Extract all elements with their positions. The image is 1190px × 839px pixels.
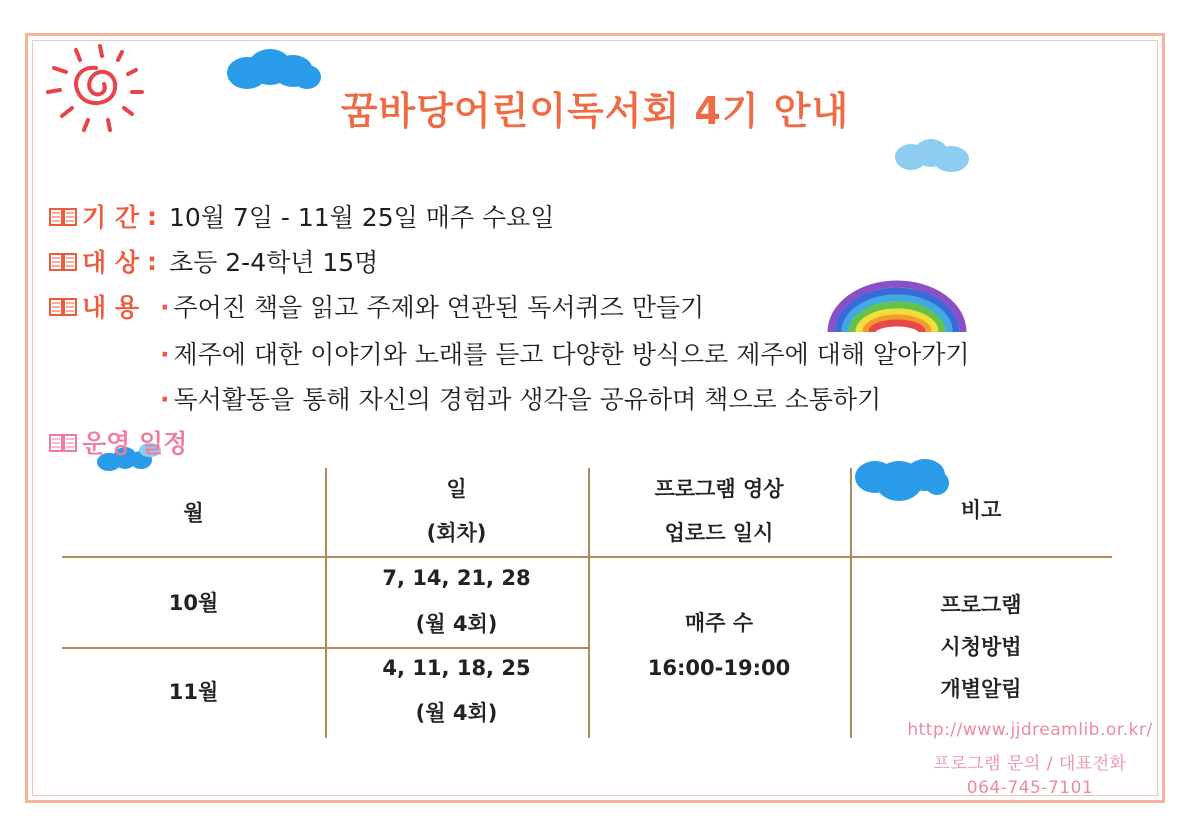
table-cell-month: 10월 xyxy=(168,591,219,615)
rainbow-icon xyxy=(825,280,970,335)
info-target-row xyxy=(48,243,378,279)
content-line xyxy=(160,335,970,371)
table-cell-note: 개별알림 xyxy=(940,677,1022,701)
bullet: · xyxy=(160,340,170,369)
period-label: 기 간 xyxy=(82,203,140,232)
target-label: 대 상 xyxy=(82,248,140,277)
bullet: · xyxy=(160,385,170,414)
table-header-day: 일 xyxy=(446,477,467,501)
period-colon: : xyxy=(147,201,158,231)
table-cell-note: 시청방법 xyxy=(940,635,1022,659)
table-header-upload-sub: 업로드 일시 xyxy=(664,521,774,545)
target-value: 초등 2-4학년 15명 xyxy=(169,248,379,277)
table-cell-note: 프로그램 xyxy=(940,593,1022,617)
table-header-month: 월 xyxy=(183,501,204,525)
content-text: 독서활동을 통해 자신의 경험과 생각을 공유하며 책으로 소통하기 xyxy=(173,385,882,414)
schedule-title-row xyxy=(48,424,187,460)
table-cell-days: 4, 11, 18, 25 xyxy=(382,656,531,680)
schedule-title: 운영 일정 xyxy=(82,429,188,458)
footer-inquiry: 프로그램 문의 / 대표전화 xyxy=(933,754,1127,774)
content-label: 내 용 xyxy=(82,293,140,322)
table-cell-month: 11월 xyxy=(168,680,219,704)
book-icon xyxy=(48,205,78,227)
table-cell-upload: 매주 수 xyxy=(684,611,754,635)
content-line xyxy=(160,288,704,324)
book-icon xyxy=(48,295,78,317)
table-cell-count: (월 4회) xyxy=(415,701,498,725)
info-period-row xyxy=(48,198,554,234)
table-cell-days: 7, 14, 21, 28 xyxy=(382,566,531,590)
info-content-row xyxy=(48,288,139,324)
table-cell-upload-time: 16:00-19:00 xyxy=(647,656,791,680)
table-header-upload: 프로그램 영상 xyxy=(654,477,784,501)
footer-url[interactable]: http://www.jjdreamlib.or.kr/ xyxy=(907,720,1153,740)
footer-phone: 064-745-7101 xyxy=(966,778,1094,798)
table-header-day-sub: (회차) xyxy=(426,521,487,545)
page-title: 꿈바당어린이독서회 4기 안내 xyxy=(340,89,850,133)
book-icon xyxy=(48,431,78,453)
table-cell-count: (월 4회) xyxy=(415,612,498,636)
period-value: 10월 7일 - 11월 25일 매주 수요일 xyxy=(169,203,555,232)
table-header-note: 비고 xyxy=(960,498,1002,522)
bullet: · xyxy=(160,293,170,322)
content-text: 제주에 대한 이야기와 노래를 듣고 다양한 방식으로 제주에 대해 알아가기 xyxy=(173,340,970,369)
cloud-icon xyxy=(893,137,975,177)
content-text: 주어진 책을 읽고 주제와 연관된 독서퀴즈 만들기 xyxy=(173,293,705,322)
content-line xyxy=(160,380,881,416)
book-icon xyxy=(48,250,78,272)
target-colon: : xyxy=(147,246,158,276)
